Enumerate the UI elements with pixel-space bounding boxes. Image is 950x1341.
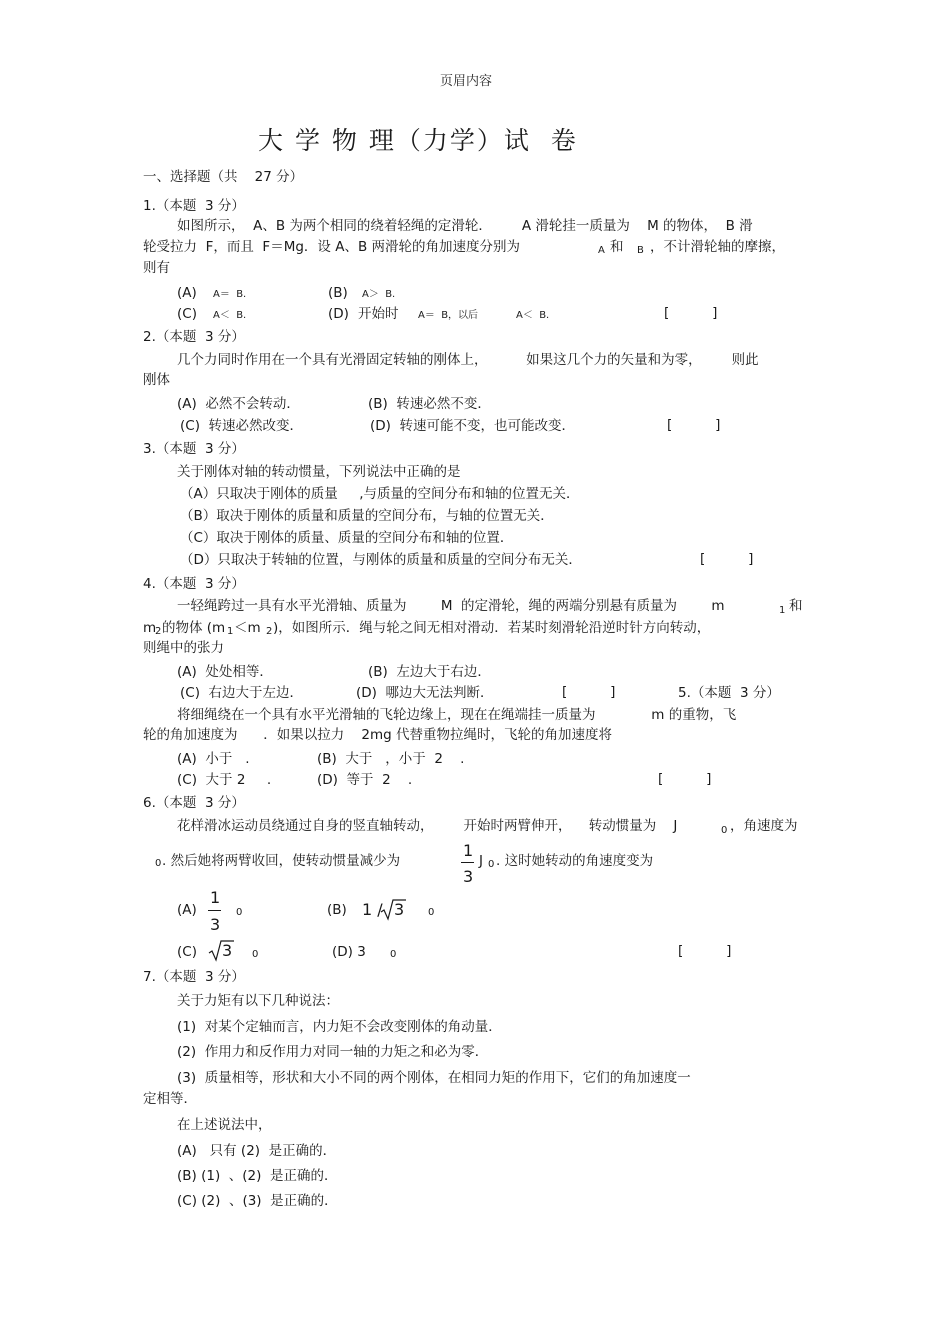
question-text: J: [479, 853, 483, 869]
answer-bracket[interactable]: [ ]: [658, 771, 712, 787]
option-c-radicand: 3: [222, 941, 233, 960]
question-text: 如图所示， A、B 为两个相同的绕着轻绳的定滑轮． A 滑轮挂一质量为 M 的物体， B 滑: [177, 218, 753, 234]
fraction-bar: [208, 910, 221, 911]
option-c: (C) 大于 2 .: [177, 772, 272, 788]
option-d: 开始时: [358, 306, 399, 322]
option-a: (A) 必然不会转动．: [177, 396, 300, 412]
question-text: 轮受拉力 F，而且 F＝Mg．设 A、B 两滑轮的角加速度分别为: [143, 239, 520, 255]
question-text: m: [143, 620, 157, 636]
fraction-denominator: 3: [210, 915, 221, 934]
fraction-numerator: 1: [210, 888, 221, 907]
option-a: (A) 只有 (2) 是正确的．: [177, 1143, 337, 1159]
option-a-label: (A): [177, 902, 197, 918]
statement-3-cont: 定相等．: [143, 1091, 197, 1107]
subscript: 2: [155, 626, 162, 637]
subscript: 1: [227, 626, 234, 637]
option-b-label: (B): [327, 902, 347, 918]
answer-bracket[interactable]: [ ]: [562, 684, 616, 700]
question-text: 关于力矩有以下几种说法：: [177, 993, 339, 1009]
option-a: (A) 处处相等．: [177, 664, 273, 680]
question-header: 6.（本题 3 分）: [143, 795, 245, 811]
page-title: 大 学 物 理（力学）试 卷: [258, 126, 578, 155]
option-b: （B）取决于刚体的质量和质量的空间分布，与轴的位置无关．: [180, 508, 554, 524]
question-text: 将细绳绕在一个具有水平光滑轴的飞轮边缘上，现在在绳端挂一质量为 m 的重物，飞: [177, 707, 737, 723]
subscript: 0: [390, 949, 397, 960]
option-a: (A) 小于 .: [177, 751, 250, 767]
question-text: 轮的角加速度为 ．如果以拉力 2mg 代替重物拉绳时，飞轮的角加速度将: [143, 727, 613, 743]
option-c: (C) 右边大于左边．: [180, 685, 304, 701]
section-heading: 一、选择题（共 27 分）: [143, 169, 304, 185]
subscript: 2: [266, 626, 273, 637]
option-b-radicand: 3: [394, 900, 405, 919]
option-b: (B) 大于 ，小于 2 .: [317, 751, 465, 767]
option-a-label: (A): [177, 285, 197, 301]
option-b: (B) (1) 、(2) 是正确的．: [177, 1168, 338, 1184]
option-d: A＜ B.: [516, 310, 550, 321]
fraction-numerator: 1: [463, 841, 474, 860]
question-text: ＜m: [234, 620, 261, 636]
question-text: 和: [610, 239, 624, 255]
question-header: 4.（本题 3 分）: [143, 576, 245, 592]
subscript: B: [637, 245, 644, 256]
question-text: ，角速度为: [730, 818, 798, 834]
option-b: A＞ B.: [362, 289, 396, 300]
option-d: A＝ B，以后: [418, 310, 479, 321]
question-text: 则有: [143, 260, 170, 276]
subscript: 0: [488, 859, 495, 870]
subscript: 0: [428, 907, 435, 918]
subscript: 0: [155, 858, 162, 869]
question-text: 和: [789, 598, 803, 614]
statement-3: (3) 质量相等，形状和大小不同的两个刚体，在相同力矩的作用下，它们的角加速度一: [177, 1070, 691, 1086]
option-a: A＝ B.: [213, 289, 247, 300]
fraction-bar: [461, 862, 474, 863]
question-text: ，不计滑轮轴的摩擦，: [650, 239, 785, 255]
question-text: 花样滑冰运动员绕通过自身的竖直轴转动， 开始时两臂伸开， 转动惯量为 J: [177, 818, 678, 834]
answer-bracket[interactable]: [ ]: [667, 417, 721, 433]
subscript: 0: [721, 825, 728, 836]
statement-2: (2) 作用力和反作用力对同一轴的力矩之和必为零．: [177, 1044, 489, 1060]
subscript: A: [598, 245, 605, 256]
option-c: （C）取决于刚体的质量、质量的空间分布和轴的位置．: [180, 530, 514, 546]
question-text: . 然后她将两臂收回，使转动惯量减少为: [162, 853, 401, 869]
answer-bracket[interactable]: [ ]: [678, 943, 732, 959]
page-header: 页眉内容: [440, 74, 493, 89]
question-header: 3.（本题 3 分）: [143, 441, 245, 457]
question-header: 5.（本题 3 分）: [678, 685, 780, 701]
option-d: (D) 哪边大无法判断．: [356, 685, 494, 701]
option-d: (D) 转速可能不变，也可能改变．: [370, 418, 576, 434]
option-d: (D) 等于 2 .: [317, 772, 413, 788]
question-text: 关于刚体对轴的转动惯量，下列说法中正确的是: [177, 464, 461, 480]
option-c-label: (C): [177, 944, 197, 960]
subscript: 1: [779, 605, 786, 616]
question-text: )，如图所示．绳与轮之间无相对滑动．若某时刻滑轮沿逆时针方向转动，: [273, 620, 711, 636]
option-d: (D) 3: [332, 944, 366, 960]
question-header: 2.（本题 3 分）: [143, 329, 245, 345]
option-c: (C) 转速必然改变．: [180, 418, 304, 434]
question-text: . 这时她转动的角速度变为: [496, 853, 654, 869]
question-text: 一轻绳跨过一具有水平光滑轴、质量为 M 的定滑轮，绳的两端分别悬有质量为 m: [177, 598, 725, 614]
option-d: （D）只取决于转轴的位置，与刚体的质量和质量的空间分布无关．: [180, 552, 582, 568]
option-d-label: (D): [328, 306, 349, 322]
statement-1: (1) 对某个定轴而言，内力矩不会改变刚体的角动量．: [177, 1019, 502, 1035]
question-text: 在上述说法中，: [177, 1117, 272, 1133]
option-c: A＜ B.: [213, 310, 247, 321]
question-text: 刚体: [143, 372, 170, 388]
question-header: 1.（本题 3 分）: [143, 198, 245, 214]
subscript: 0: [252, 949, 259, 960]
question-text: 几个力同时作用在一个具有光滑固定转轴的刚体上， 如果这几个力的矢量和为零， 则此: [177, 352, 759, 368]
option-b-label: (B): [328, 285, 348, 301]
option-b: (B) 转速必然不变．: [368, 396, 491, 412]
answer-bracket[interactable]: [ ]: [700, 551, 754, 567]
question-text: 则绳中的张力: [143, 640, 224, 656]
subscript: 0: [236, 907, 243, 918]
answer-bracket[interactable]: [ ]: [664, 305, 718, 321]
option-c-label: (C): [177, 306, 197, 322]
option-b: (B) 左边大于右边．: [368, 664, 491, 680]
option-c: (C) (2) 、(3) 是正确的．: [177, 1193, 338, 1209]
option-b: 1 /: [362, 900, 383, 919]
question-text: 的物体 (m: [162, 620, 226, 636]
fraction-denominator: 3: [463, 867, 474, 886]
question-header: 7.（本题 3 分）: [143, 969, 245, 985]
option-a: （A）只取决于刚体的质量 ,与质量的空间分布和轴的位置无关．: [180, 486, 580, 502]
